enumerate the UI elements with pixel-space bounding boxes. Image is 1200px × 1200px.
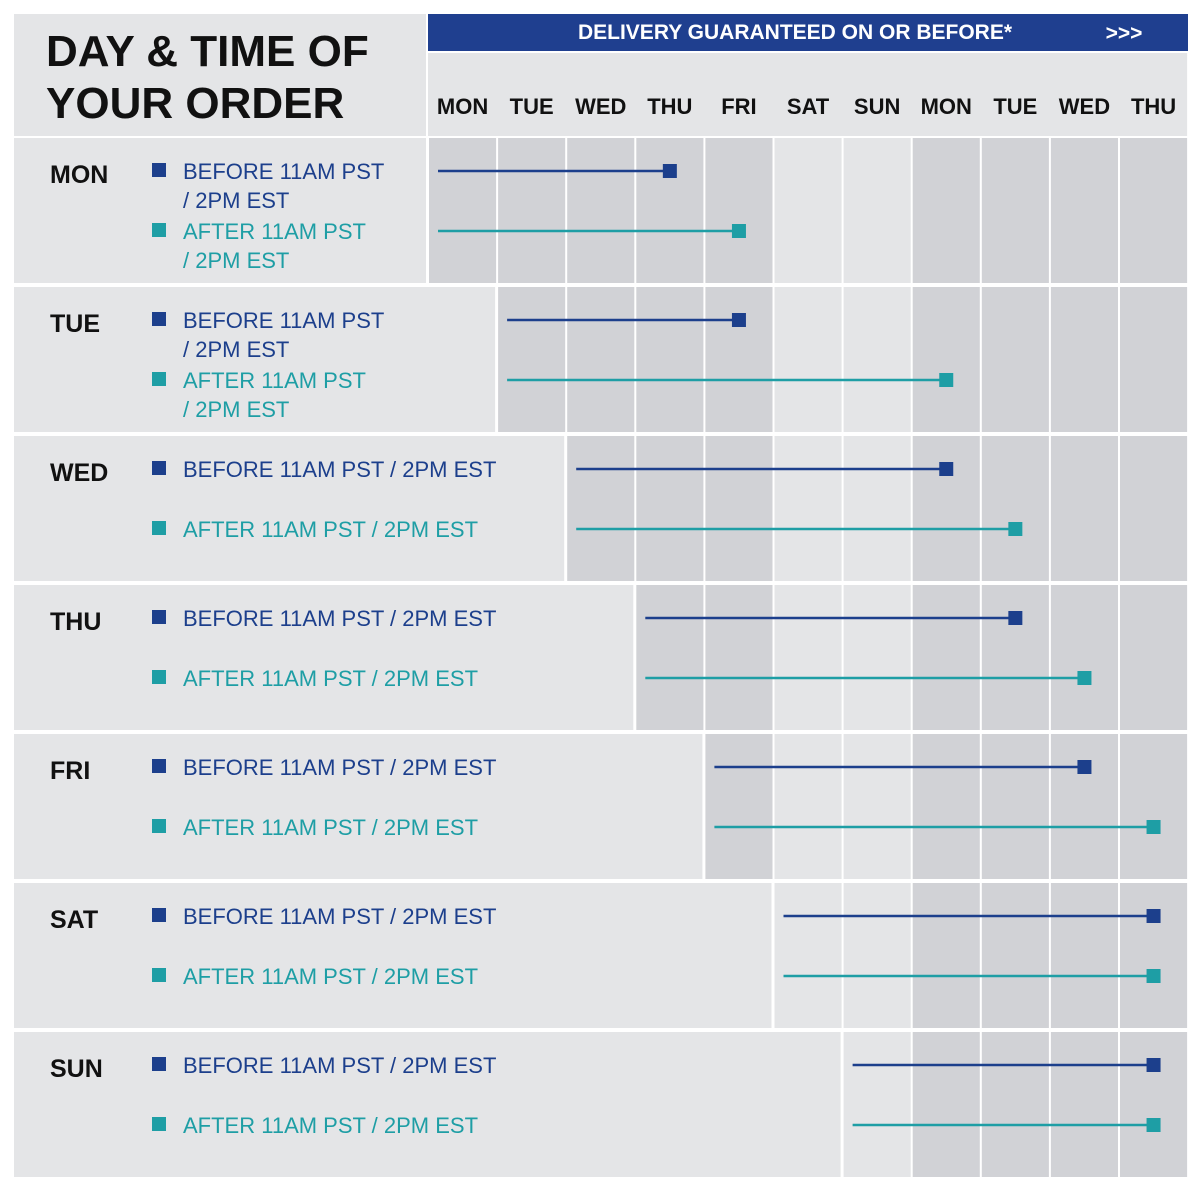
grid-cell [844,436,911,581]
bar-end-sat-after [1147,969,1161,983]
column-header-wed-9: WED [1058,94,1111,119]
before-marker-icon [152,312,166,326]
grid-cell [982,585,1049,730]
column-header-mon-7: MON [920,94,972,119]
bar-end-tue-after [939,373,953,387]
grid-cell [913,585,980,730]
grid-cell [705,436,772,581]
after-marker-icon [152,819,166,833]
after-marker-icon [152,372,166,386]
order-day-sun: SUN [50,1055,103,1083]
grid-cell [913,1032,980,1177]
bar-end-mon-before [663,164,677,178]
column-header-sun-6: SUN [853,94,901,119]
column-header-wed-2: WED [575,94,627,119]
grid-cell [636,138,703,283]
row-wed-after-label: AFTER 11AM PST / 2PM EST [183,517,479,542]
grid-cell [775,883,842,1028]
column-header-tue-8: TUE [993,94,1038,119]
grid-cell [1120,138,1187,283]
row-tue-before-label: BEFORE 11AM PST [183,308,385,333]
order-day-tue: TUE [50,310,100,338]
row-thu-after-label: AFTER 11AM PST / 2PM EST [183,666,479,691]
row-sat-before-label: BEFORE 11AM PST / 2PM EST [183,904,497,929]
row-tue-before-label: / 2PM EST [183,337,290,362]
row-sun-before-label: BEFORE 11AM PST / 2PM EST [183,1053,497,1078]
bar-end-fri-after [1147,820,1161,834]
banner-title: DELIVERY GUARANTEED ON OR BEFORE* [577,21,1013,44]
title-line-1: DAY & TIME OF [46,27,369,76]
grid-cell [982,883,1049,1028]
bar-end-sun-before [1147,1058,1161,1072]
order-day-sat: SAT [50,906,99,934]
grid-cell [705,734,772,879]
row-mon-after-label: / 2PM EST [183,248,290,273]
banner-arrows-icon: >>> [1105,22,1143,45]
row-sun-after-label: AFTER 11AM PST / 2PM EST [183,1113,479,1138]
grid-cell [636,287,703,432]
row-mon-after-label: AFTER 11AM PST [183,219,366,244]
grid-cell [429,138,496,283]
grid-cell [1120,436,1187,581]
grid-cell [1051,734,1118,879]
column-headers [437,94,1176,119]
grid-cell [1120,883,1187,1028]
grid-cell [1051,287,1118,432]
after-marker-icon [152,670,166,684]
column-header-thu-10: THU [1130,94,1177,119]
column-header-thu-3: THU [647,94,693,119]
bar-end-mon-after [732,224,746,238]
row-fri-after-label: AFTER 11AM PST / 2PM EST [183,815,479,840]
column-header-fri-4: FRI [721,94,757,119]
order-day-wed: WED [50,459,109,487]
grid-cell [844,585,911,730]
bar-end-wed-after [1008,522,1022,536]
grid-cell [1051,883,1118,1028]
order-day-thu: THU [50,608,102,636]
after-marker-icon [152,223,166,237]
title-line-2: YOUR ORDER [46,79,345,128]
grid-cell [567,138,634,283]
grid-cell [775,436,842,581]
grid-cell [844,1032,911,1177]
grid-cell [636,585,703,730]
grid-cell [775,138,842,283]
grid-cell [982,734,1049,879]
grid-cell [844,287,911,432]
row-mon-before-label: BEFORE 11AM PST [183,159,385,184]
grid-cell [1120,287,1187,432]
grid-cell [913,883,980,1028]
grid-cell [982,287,1049,432]
after-marker-icon [152,521,166,535]
bar-end-sat-before [1147,909,1161,923]
grid-cell [982,1032,1049,1177]
grid-cell [913,287,980,432]
grid-cell [1120,1032,1187,1177]
bar-end-sun-after [1147,1118,1161,1132]
after-marker-icon [152,968,166,982]
grid-cell [705,287,772,432]
grid-cell [844,138,911,283]
before-marker-icon [152,461,166,475]
order-day-fri: FRI [50,757,91,785]
grid-cell [775,287,842,432]
column-header-tue-1: TUE [509,94,554,119]
grid-cell [775,734,842,879]
grid-cell [844,734,911,879]
grid-cell [1051,1032,1118,1177]
grid-cell [775,585,842,730]
grid-cell [1051,585,1118,730]
grid-cell [1051,138,1118,283]
grid-cell [498,287,565,432]
grid-cell [913,734,980,879]
row-sat-after-label: AFTER 11AM PST / 2PM EST [183,964,479,989]
column-header-sat-5: SAT [786,94,830,119]
before-marker-icon [152,1057,166,1071]
grid-cell [1120,734,1187,879]
grid-cell [1051,436,1118,581]
grid-cell [982,436,1049,581]
grid-cell [982,138,1049,283]
grid-cell [913,436,980,581]
bar-end-thu-after [1077,671,1091,685]
grid-cell [913,138,980,283]
row-thu-before-label: BEFORE 11AM PST / 2PM EST [183,606,497,631]
grid-cell [636,436,703,581]
row-mon-before-label: / 2PM EST [183,188,290,213]
before-marker-icon [152,759,166,773]
column-header-mon-0: MON [436,94,489,119]
row-tue-after-label: AFTER 11AM PST [183,368,366,393]
grid-cell [498,138,565,283]
row-wed-before-label: BEFORE 11AM PST / 2PM EST [183,457,497,482]
grid-cell [844,883,911,1028]
bar-end-fri-before [1077,760,1091,774]
after-marker-icon [152,1117,166,1131]
order-day-mon: MON [50,161,109,189]
before-marker-icon [152,610,166,624]
bar-end-thu-before [1008,611,1022,625]
grid-cell [705,138,772,283]
row-fri-before-label: BEFORE 11AM PST / 2PM EST [183,755,497,780]
bar-end-wed-before [939,462,953,476]
before-marker-icon [152,908,166,922]
grid-cell [567,436,634,581]
before-marker-icon [152,163,166,177]
row-tue-after-label: / 2PM EST [183,397,290,422]
grid-cell [1120,585,1187,730]
grid-cell [567,287,634,432]
bar-end-tue-before [732,313,746,327]
grid-cell [705,585,772,730]
